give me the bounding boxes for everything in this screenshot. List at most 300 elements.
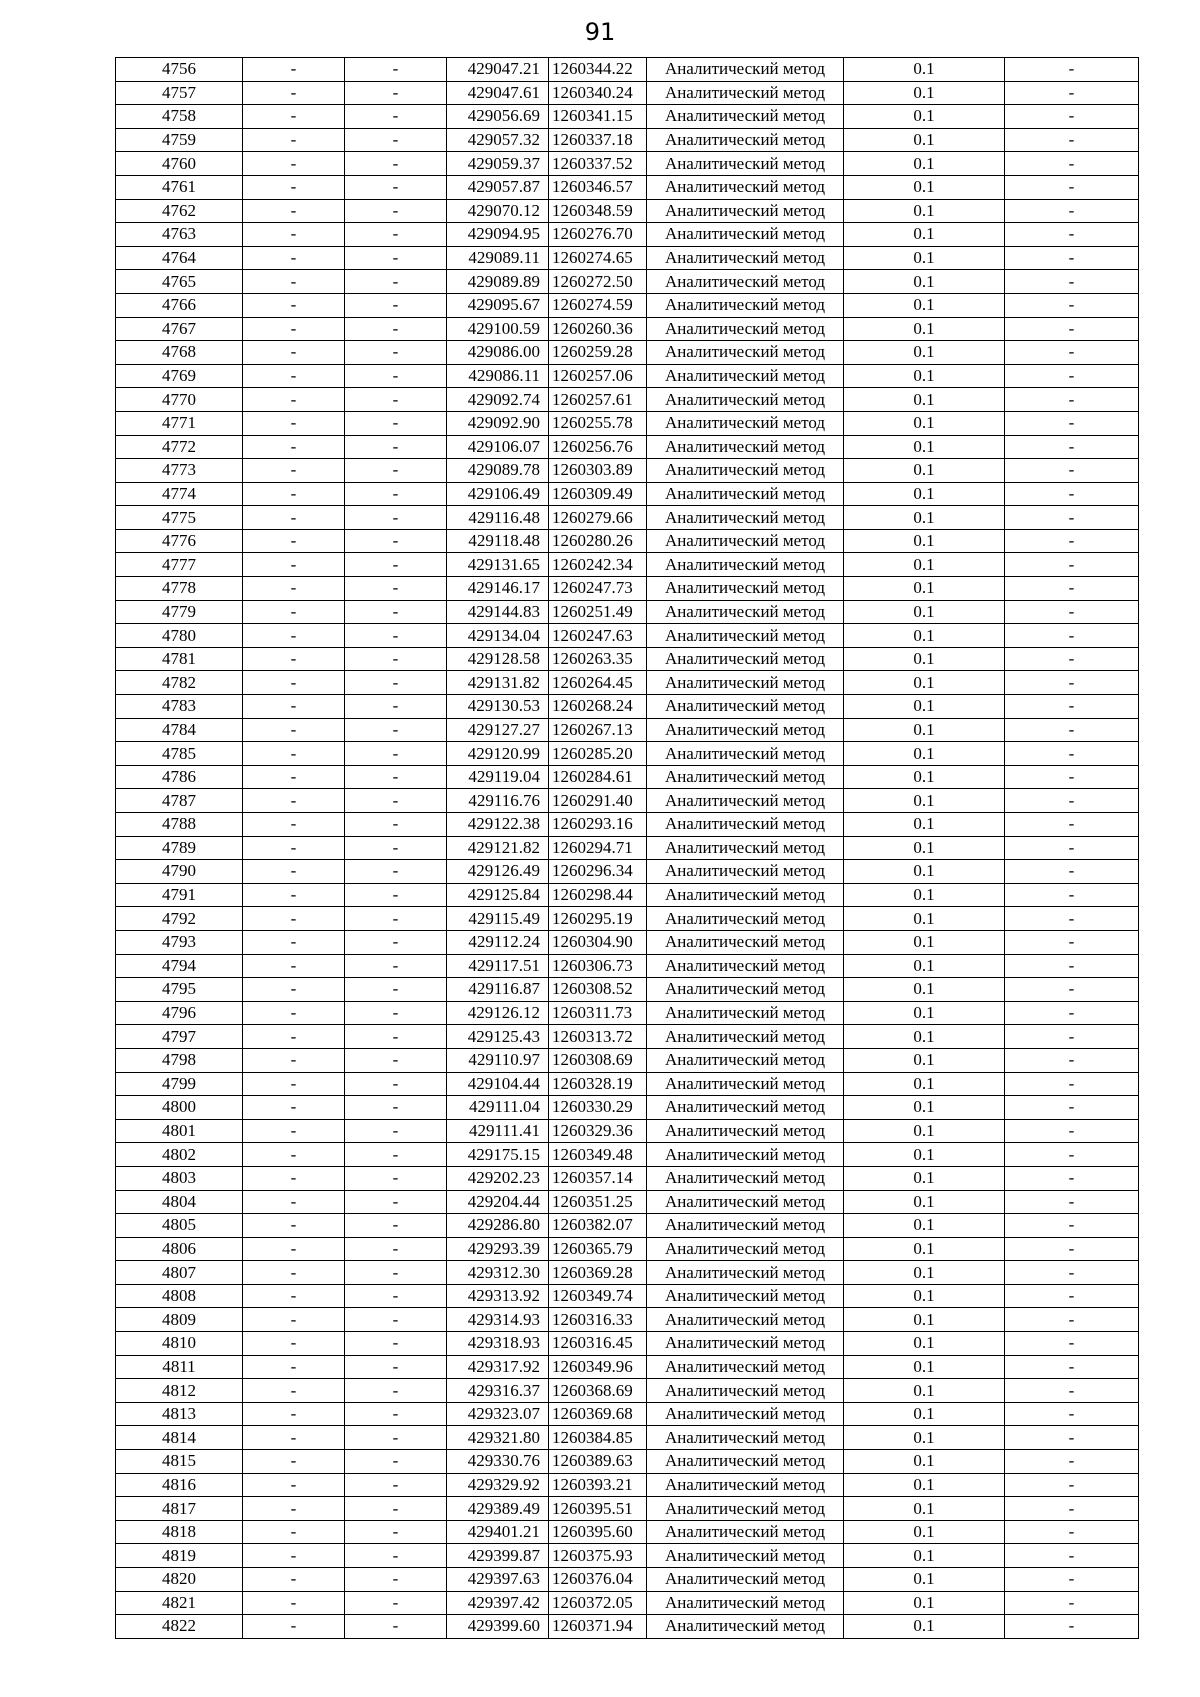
x-coordinate-cell: 429122.38 [447,813,549,837]
x-coordinate-cell: 429401.21 [447,1520,549,1544]
method-cell: Аналитический метод [647,1119,844,1143]
x-coordinate-cell: 429128.58 [447,647,549,671]
accuracy-cell: 0.1 [844,1497,1005,1521]
y-coordinate-cell: 1260303.89 [549,459,647,483]
accuracy-cell: 0.1 [844,1190,1005,1214]
y-coordinate-cell: 1260349.96 [549,1355,647,1379]
x-coordinate-cell: 429117.51 [447,954,549,978]
note-cell: - [1005,978,1139,1002]
x-coordinate-cell: 429144.83 [447,600,549,624]
point-number-cell: 4810 [116,1332,243,1356]
x-coordinate-cell: 429106.07 [447,435,549,459]
empty-cell-a: - [243,128,345,152]
y-coordinate-cell: 1260369.28 [549,1261,647,1285]
accuracy-cell: 0.1 [844,860,1005,884]
empty-cell-b: - [345,1591,447,1615]
note-cell: - [1005,1143,1139,1167]
accuracy-cell: 0.1 [844,175,1005,199]
y-coordinate-cell: 1260328.19 [549,1072,647,1096]
x-coordinate-cell: 429312.30 [447,1261,549,1285]
note-cell: - [1005,1520,1139,1544]
point-number-cell: 4768 [116,341,243,365]
x-coordinate-cell: 429047.61 [447,81,549,105]
point-number-cell: 4757 [116,81,243,105]
method-cell: Аналитический метод [647,482,844,506]
method-cell: Аналитический метод [647,152,844,176]
x-coordinate-cell: 429202.23 [447,1166,549,1190]
method-cell: Аналитический метод [647,293,844,317]
method-cell: Аналитический метод [647,813,844,837]
note-cell: - [1005,1450,1139,1474]
x-coordinate-cell: 429127.27 [447,718,549,742]
table-row [116,199,1139,223]
empty-cell-a: - [243,600,345,624]
accuracy-cell: 0.1 [844,341,1005,365]
empty-cell-a: - [243,836,345,860]
point-number-cell: 4772 [116,435,243,459]
point-number-cell: 4766 [116,293,243,317]
y-coordinate-cell: 1260382.07 [549,1214,647,1238]
method-cell: Аналитический метод [647,1261,844,1285]
x-coordinate-cell: 429100.59 [447,317,549,341]
y-coordinate-cell: 1260293.16 [549,813,647,837]
y-coordinate-cell: 1260351.25 [549,1190,647,1214]
accuracy-cell: 0.1 [844,1237,1005,1261]
empty-cell-a: - [243,1402,345,1426]
table-row [116,1473,1139,1497]
table-row [116,506,1139,530]
y-coordinate-cell: 1260284.61 [549,765,647,789]
method-cell: Аналитический метод [647,907,844,931]
coordinates-table [115,57,1139,1639]
accuracy-cell: 0.1 [844,1520,1005,1544]
accuracy-cell: 0.1 [844,954,1005,978]
x-coordinate-cell: 429059.37 [447,152,549,176]
method-cell: Аналитический метод [647,600,844,624]
empty-cell-b: - [345,954,447,978]
accuracy-cell: 0.1 [844,1332,1005,1356]
empty-cell-b: - [345,718,447,742]
method-cell: Аналитический метод [647,671,844,695]
table-row [116,1497,1139,1521]
method-cell: Аналитический метод [647,1096,844,1120]
empty-cell-b: - [345,624,447,648]
y-coordinate-cell: 1260276.70 [549,223,647,247]
x-coordinate-cell: 429321.80 [447,1426,549,1450]
x-coordinate-cell: 429047.21 [447,58,549,82]
method-cell: Аналитический метод [647,1591,844,1615]
empty-cell-b: - [345,1402,447,1426]
point-number-cell: 4791 [116,883,243,907]
x-coordinate-cell: 429089.11 [447,246,549,270]
empty-cell-b: - [345,978,447,1002]
method-cell: Аналитический метод [647,1143,844,1167]
empty-cell-a: - [243,978,345,1002]
empty-cell-a: - [243,1001,345,1025]
method-cell: Аналитический метод [647,128,844,152]
accuracy-cell: 0.1 [844,482,1005,506]
empty-cell-a: - [243,1143,345,1167]
method-cell: Аналитический метод [647,459,844,483]
empty-cell-b: - [345,1096,447,1120]
table-row [116,152,1139,176]
accuracy-cell: 0.1 [844,1379,1005,1403]
note-cell: - [1005,411,1139,435]
note-cell: - [1005,1072,1139,1096]
table-row [116,1025,1139,1049]
table-row [116,293,1139,317]
point-number-cell: 4756 [116,58,243,82]
y-coordinate-cell: 1260371.94 [549,1615,647,1639]
point-number-cell: 4819 [116,1544,243,1568]
empty-cell-a: - [243,647,345,671]
y-coordinate-cell: 1260337.52 [549,152,647,176]
point-number-cell: 4793 [116,930,243,954]
table-row [116,246,1139,270]
empty-cell-a: - [243,1450,345,1474]
point-number-cell: 4764 [116,246,243,270]
table-row [116,647,1139,671]
point-number-cell: 4769 [116,364,243,388]
x-coordinate-cell: 429057.87 [447,175,549,199]
method-cell: Аналитический метод [647,1379,844,1403]
table-row [116,317,1139,341]
note-cell: - [1005,1497,1139,1521]
empty-cell-b: - [345,1072,447,1096]
x-coordinate-cell: 429286.80 [447,1214,549,1238]
table-row [116,765,1139,789]
point-number-cell: 4781 [116,647,243,671]
accuracy-cell: 0.1 [844,1544,1005,1568]
y-coordinate-cell: 1260313.72 [549,1025,647,1049]
point-number-cell: 4787 [116,789,243,813]
point-number-cell: 4814 [116,1426,243,1450]
empty-cell-a: - [243,1166,345,1190]
note-cell: - [1005,199,1139,223]
y-coordinate-cell: 1260255.78 [549,411,647,435]
method-cell: Аналитический метод [647,954,844,978]
y-coordinate-cell: 1260272.50 [549,270,647,294]
y-coordinate-cell: 1260267.13 [549,718,647,742]
note-cell: - [1005,860,1139,884]
accuracy-cell: 0.1 [844,1001,1005,1025]
note-cell: - [1005,506,1139,530]
note-cell: - [1005,624,1139,648]
note-cell: - [1005,718,1139,742]
empty-cell-b: - [345,1520,447,1544]
note-cell: - [1005,1426,1139,1450]
method-cell: Аналитический метод [647,742,844,766]
method-cell: Аналитический метод [647,1190,844,1214]
table-row [116,1214,1139,1238]
x-coordinate-cell: 429089.89 [447,270,549,294]
empty-cell-b: - [345,907,447,931]
y-coordinate-cell: 1260291.40 [549,789,647,813]
empty-cell-b: - [345,1379,447,1403]
accuracy-cell: 0.1 [844,435,1005,459]
y-coordinate-cell: 1260279.66 [549,506,647,530]
point-number-cell: 4794 [116,954,243,978]
empty-cell-a: - [243,1284,345,1308]
y-coordinate-cell: 1260306.73 [549,954,647,978]
y-coordinate-cell: 1260329.36 [549,1119,647,1143]
point-number-cell: 4767 [116,317,243,341]
empty-cell-a: - [243,1426,345,1450]
method-cell: Аналитический метод [647,1001,844,1025]
y-coordinate-cell: 1260346.57 [549,175,647,199]
empty-cell-a: - [243,1025,345,1049]
empty-cell-a: - [243,671,345,695]
y-coordinate-cell: 1260349.74 [549,1284,647,1308]
table-row [116,1379,1139,1403]
empty-cell-b: - [345,411,447,435]
x-coordinate-cell: 429397.42 [447,1591,549,1615]
y-coordinate-cell: 1260294.71 [549,836,647,860]
note-cell: - [1005,1190,1139,1214]
accuracy-cell: 0.1 [844,1568,1005,1592]
table-row [116,105,1139,129]
accuracy-cell: 0.1 [844,695,1005,719]
accuracy-cell: 0.1 [844,506,1005,530]
y-coordinate-cell: 1260330.29 [549,1096,647,1120]
accuracy-cell: 0.1 [844,765,1005,789]
table-row [116,553,1139,577]
x-coordinate-cell: 429316.37 [447,1379,549,1403]
accuracy-cell: 0.1 [844,58,1005,82]
point-number-cell: 4763 [116,223,243,247]
empty-cell-a: - [243,1473,345,1497]
point-number-cell: 4760 [116,152,243,176]
method-cell: Аналитический метод [647,58,844,82]
empty-cell-a: - [243,907,345,931]
empty-cell-b: - [345,813,447,837]
empty-cell-a: - [243,411,345,435]
y-coordinate-cell: 1260395.51 [549,1497,647,1521]
note-cell: - [1005,553,1139,577]
method-cell: Аналитический метод [647,624,844,648]
table-row [116,577,1139,601]
empty-cell-a: - [243,1119,345,1143]
method-cell: Аналитический метод [647,978,844,1002]
empty-cell-a: - [243,293,345,317]
accuracy-cell: 0.1 [844,152,1005,176]
method-cell: Аналитический метод [647,1025,844,1049]
table-row [116,718,1139,742]
empty-cell-a: - [243,81,345,105]
x-coordinate-cell: 429056.69 [447,105,549,129]
table-row [116,1166,1139,1190]
y-coordinate-cell: 1260389.63 [549,1450,647,1474]
point-number-cell: 4782 [116,671,243,695]
empty-cell-a: - [243,624,345,648]
empty-cell-b: - [345,1143,447,1167]
x-coordinate-cell: 429204.44 [447,1190,549,1214]
y-coordinate-cell: 1260349.48 [549,1143,647,1167]
empty-cell-a: - [243,1355,345,1379]
table-row [116,1615,1139,1639]
table-row [116,930,1139,954]
empty-cell-b: - [345,1214,447,1238]
x-coordinate-cell: 429118.48 [447,529,549,553]
accuracy-cell: 0.1 [844,671,1005,695]
accuracy-cell: 0.1 [844,718,1005,742]
note-cell: - [1005,1001,1139,1025]
note-cell: - [1005,1096,1139,1120]
note-cell: - [1005,813,1139,837]
empty-cell-b: - [345,1615,447,1639]
empty-cell-b: - [345,1426,447,1450]
method-cell: Аналитический метод [647,1615,844,1639]
empty-cell-b: - [345,1497,447,1521]
method-cell: Аналитический метод [647,883,844,907]
accuracy-cell: 0.1 [844,978,1005,1002]
note-cell: - [1005,1379,1139,1403]
point-number-cell: 4776 [116,529,243,553]
accuracy-cell: 0.1 [844,1214,1005,1238]
y-coordinate-cell: 1260304.90 [549,930,647,954]
table-row [116,435,1139,459]
note-cell: - [1005,175,1139,199]
empty-cell-b: - [345,860,447,884]
accuracy-cell: 0.1 [844,246,1005,270]
note-cell: - [1005,1119,1139,1143]
method-cell: Аналитический метод [647,105,844,129]
table-row [116,1048,1139,1072]
x-coordinate-cell: 429116.48 [447,506,549,530]
point-number-cell: 4820 [116,1568,243,1592]
table-row [116,459,1139,483]
point-number-cell: 4761 [116,175,243,199]
empty-cell-a: - [243,1615,345,1639]
accuracy-cell: 0.1 [844,1473,1005,1497]
note-cell: - [1005,293,1139,317]
x-coordinate-cell: 429095.67 [447,293,549,317]
method-cell: Аналитический метод [647,341,844,365]
point-number-cell: 4805 [116,1214,243,1238]
method-cell: Аналитический метод [647,1072,844,1096]
point-number-cell: 4818 [116,1520,243,1544]
y-coordinate-cell: 1260376.04 [549,1568,647,1592]
method-cell: Аналитический метод [647,1237,844,1261]
accuracy-cell: 0.1 [844,199,1005,223]
point-number-cell: 4789 [116,836,243,860]
accuracy-cell: 0.1 [844,1450,1005,1474]
accuracy-cell: 0.1 [844,577,1005,601]
point-number-cell: 4783 [116,695,243,719]
accuracy-cell: 0.1 [844,317,1005,341]
note-cell: - [1005,907,1139,931]
y-coordinate-cell: 1260264.45 [549,671,647,695]
note-cell: - [1005,1402,1139,1426]
y-coordinate-cell: 1260298.44 [549,883,647,907]
point-number-cell: 4792 [116,907,243,931]
y-coordinate-cell: 1260375.93 [549,1544,647,1568]
y-coordinate-cell: 1260274.65 [549,246,647,270]
x-coordinate-cell: 429106.49 [447,482,549,506]
point-number-cell: 4775 [116,506,243,530]
x-coordinate-cell: 429313.92 [447,1284,549,1308]
empty-cell-a: - [243,1332,345,1356]
point-number-cell: 4821 [116,1591,243,1615]
empty-cell-a: - [243,506,345,530]
note-cell: - [1005,223,1139,247]
y-coordinate-cell: 1260268.24 [549,695,647,719]
empty-cell-b: - [345,671,447,695]
point-number-cell: 4797 [116,1025,243,1049]
table-row [116,1261,1139,1285]
empty-cell-b: - [345,883,447,907]
accuracy-cell: 0.1 [844,836,1005,860]
table-row [116,1072,1139,1096]
empty-cell-a: - [243,1591,345,1615]
empty-cell-a: - [243,1544,345,1568]
empty-cell-a: - [243,553,345,577]
y-coordinate-cell: 1260295.19 [549,907,647,931]
point-number-cell: 4788 [116,813,243,837]
method-cell: Аналитический метод [647,411,844,435]
table-row [116,364,1139,388]
y-coordinate-cell: 1260259.28 [549,341,647,365]
point-number-cell: 4780 [116,624,243,648]
empty-cell-b: - [345,930,447,954]
empty-cell-b: - [345,152,447,176]
method-cell: Аналитический метод [647,930,844,954]
table-row [116,1591,1139,1615]
accuracy-cell: 0.1 [844,364,1005,388]
method-cell: Аналитический метод [647,364,844,388]
y-coordinate-cell: 1260316.33 [549,1308,647,1332]
method-cell: Аналитический метод [647,246,844,270]
table-row [116,1190,1139,1214]
y-coordinate-cell: 1260263.35 [549,647,647,671]
empty-cell-b: - [345,388,447,412]
table-row [116,1568,1139,1592]
y-coordinate-cell: 1260247.63 [549,624,647,648]
note-cell: - [1005,105,1139,129]
point-number-cell: 4798 [116,1048,243,1072]
empty-cell-a: - [243,105,345,129]
accuracy-cell: 0.1 [844,1355,1005,1379]
empty-cell-b: - [345,128,447,152]
point-number-cell: 4809 [116,1308,243,1332]
x-coordinate-cell: 429110.97 [447,1048,549,1072]
method-cell: Аналитический метод [647,317,844,341]
table-row [116,1119,1139,1143]
point-number-cell: 4804 [116,1190,243,1214]
method-cell: Аналитический метод [647,1355,844,1379]
method-cell: Аналитический метод [647,1544,844,1568]
y-coordinate-cell: 1260308.69 [549,1048,647,1072]
method-cell: Аналитический метод [647,81,844,105]
accuracy-cell: 0.1 [844,1426,1005,1450]
x-coordinate-cell: 429323.07 [447,1402,549,1426]
x-coordinate-cell: 429115.49 [447,907,549,931]
method-cell: Аналитический метод [647,1048,844,1072]
accuracy-cell: 0.1 [844,1402,1005,1426]
accuracy-cell: 0.1 [844,600,1005,624]
empty-cell-a: - [243,388,345,412]
point-number-cell: 4786 [116,765,243,789]
accuracy-cell: 0.1 [844,930,1005,954]
note-cell: - [1005,695,1139,719]
x-coordinate-cell: 429131.65 [447,553,549,577]
note-cell: - [1005,1237,1139,1261]
note-cell: - [1005,930,1139,954]
x-coordinate-cell: 429092.90 [447,411,549,435]
accuracy-cell: 0.1 [844,553,1005,577]
note-cell: - [1005,1355,1139,1379]
empty-cell-a: - [243,199,345,223]
